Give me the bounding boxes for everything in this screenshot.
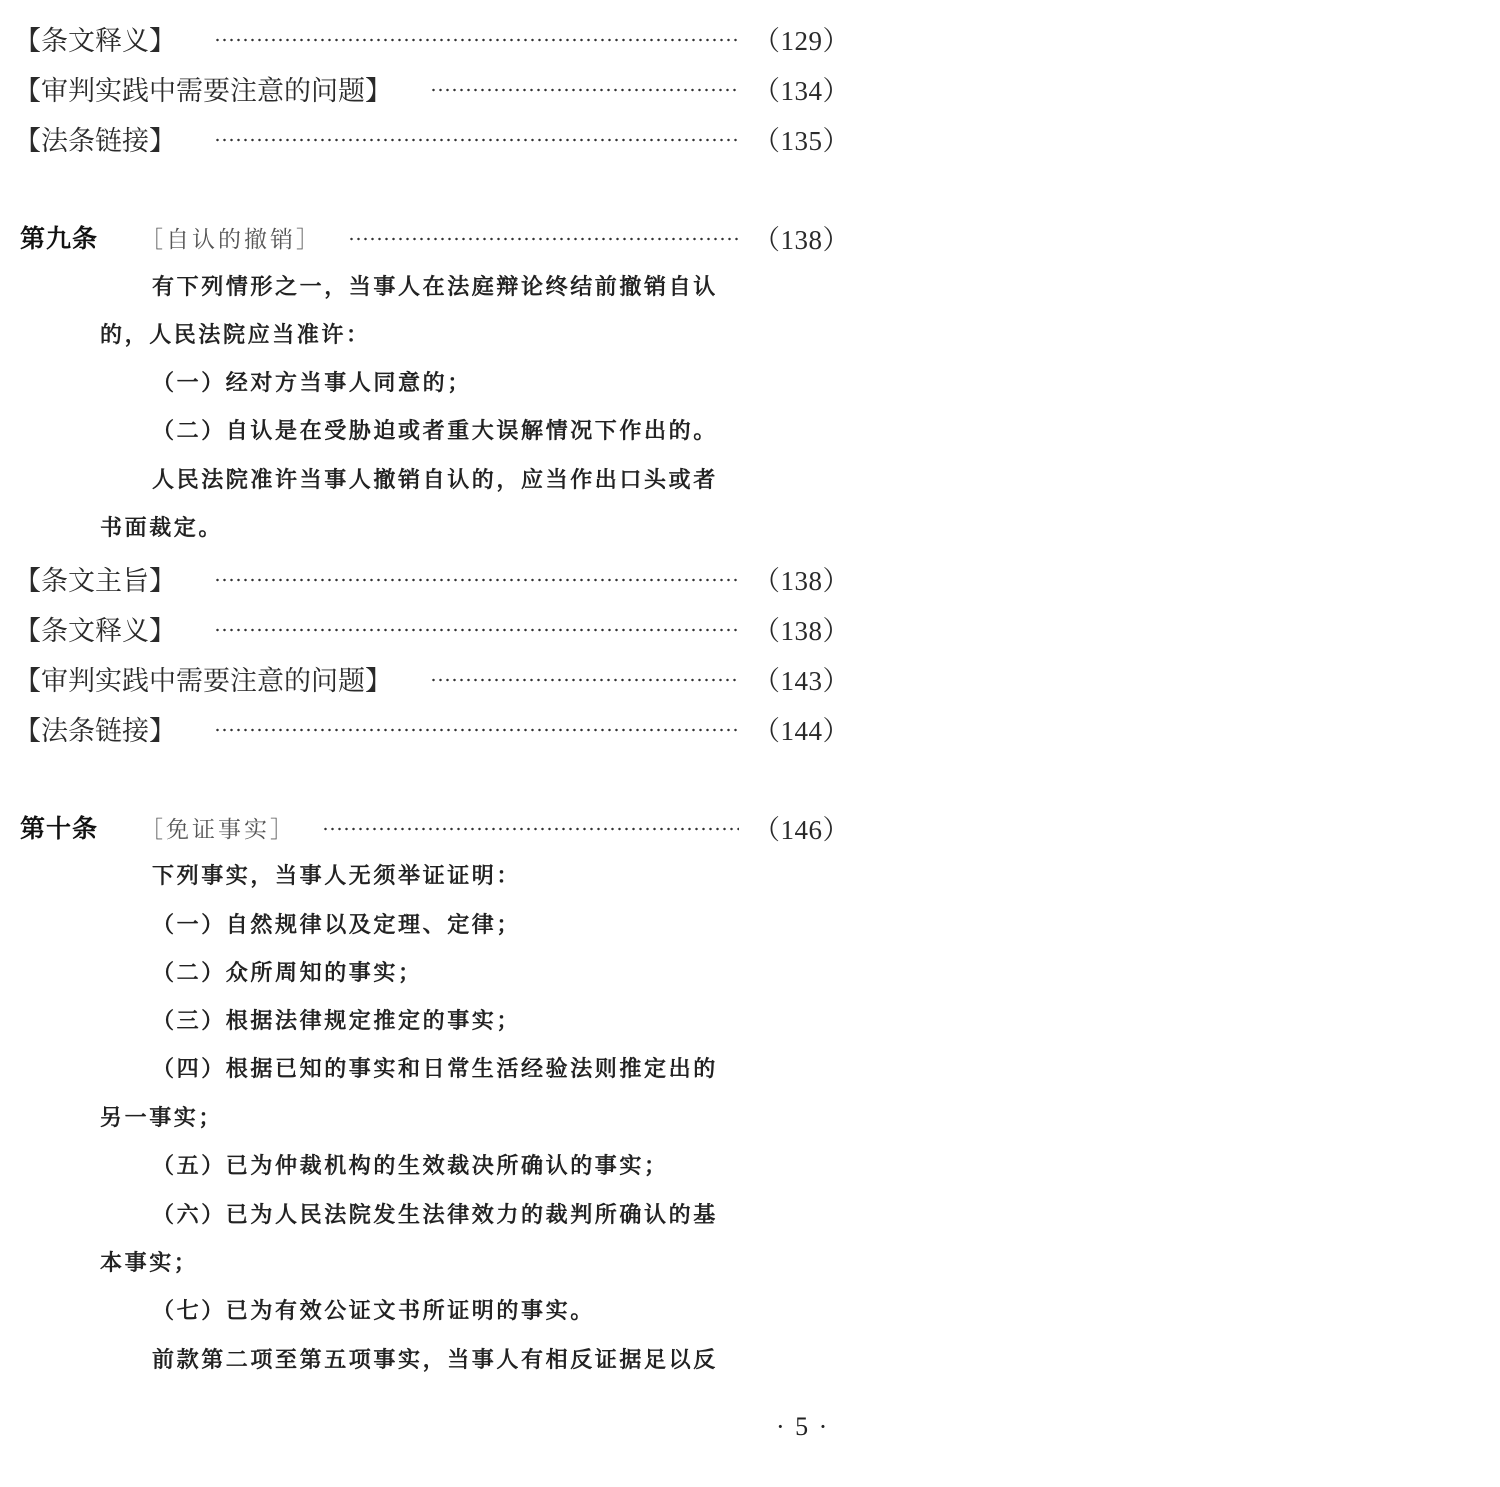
toc-entry[interactable] [14, 118, 850, 158]
page-number: · 5 · [776, 1412, 830, 1441]
toc-entry[interactable] [14, 658, 850, 698]
article-text-line: （七）已为有效公证文书所证明的事实。 [152, 1299, 595, 1324]
toc-entry-label: 【条文释义】 [14, 615, 176, 647]
article-text-line: 的，人民法院应当准许： [100, 323, 371, 348]
article-page: （138） [753, 224, 850, 255]
toc-leader-dots [214, 138, 739, 142]
article-text-line: （二）众所周知的事实； [152, 961, 423, 986]
article-text-line: （三）根据法律规定推定的事实； [152, 1009, 522, 1034]
toc-entry-label: 【法条链接】 [14, 715, 176, 747]
toc-leader-dots [348, 237, 739, 241]
article-text-line: 人民法院准许当事人撤销自认的，应当作出口头或者 [152, 468, 718, 493]
toc-leader-dots [430, 88, 739, 92]
toc-leader-dots [214, 38, 739, 42]
article-title: ［自认的撤销］ [140, 226, 323, 253]
toc-entry-page: （138） [753, 565, 850, 596]
toc-entry[interactable] [14, 558, 850, 598]
article-heading[interactable] [20, 807, 850, 847]
toc-leader-dots [430, 678, 739, 682]
article-text-line: 有下列情形之一，当事人在法庭辩论终结前撤销自认 [152, 275, 718, 300]
article-number: 第九条 [20, 224, 99, 253]
toc-entry-page: （129） [753, 25, 850, 56]
toc-leader-dots [322, 827, 739, 831]
article-text-line: （二）自认是在受胁迫或者重大误解情况下作出的。 [152, 419, 718, 444]
article-text-line: 书面裁定。 [100, 516, 224, 541]
toc-entry-page: （134） [753, 75, 850, 106]
toc-entry-page: （143） [753, 665, 850, 696]
toc-leader-dots [214, 628, 739, 632]
article-text-line: 另一事实； [100, 1106, 224, 1131]
article-text-line: （一）经对方当事人同意的； [152, 371, 472, 396]
article-text-line: （一）自然规律以及定理、定律； [152, 913, 522, 938]
toc-entry-label: 【条文主旨】 [14, 565, 176, 597]
toc-leader-dots [214, 578, 739, 582]
toc-entry-page: （138） [753, 615, 850, 646]
toc-entry-page: （135） [753, 125, 850, 156]
article-title: ［免证事实］ [140, 816, 297, 843]
article-text-line: 本事实； [100, 1251, 199, 1276]
article-heading[interactable] [20, 217, 850, 257]
article-number: 第十条 [20, 814, 99, 843]
toc-entry-label: 【条文释义】 [14, 25, 176, 57]
article-text-line: （五）已为仲裁机构的生效裁决所确认的事实； [152, 1154, 669, 1179]
article-text-line: 前款第二项至第五项事实，当事人有相反证据足以反 [152, 1348, 718, 1373]
article-page: （146） [753, 814, 850, 845]
toc-entry[interactable] [14, 68, 850, 108]
toc-entry-label: 【审判实践中需要注意的问题】 [14, 75, 392, 107]
article-text-line: （六）已为人民法院发生法律效力的裁判所确认的基 [152, 1203, 718, 1228]
article-text-line: 下列事实，当事人无须举证证明： [152, 864, 522, 889]
toc-entry-label: 【审判实践中需要注意的问题】 [14, 665, 392, 697]
toc-entry[interactable] [14, 608, 850, 648]
toc-entry[interactable] [14, 18, 850, 58]
toc-leader-dots [214, 728, 739, 732]
toc-entry-page: （144） [753, 715, 850, 746]
toc-entry-label: 【法条链接】 [14, 125, 176, 157]
article-text-line: （四）根据已知的事实和日常生活经验法则推定出的 [152, 1057, 718, 1082]
toc-entry[interactable] [14, 708, 850, 748]
